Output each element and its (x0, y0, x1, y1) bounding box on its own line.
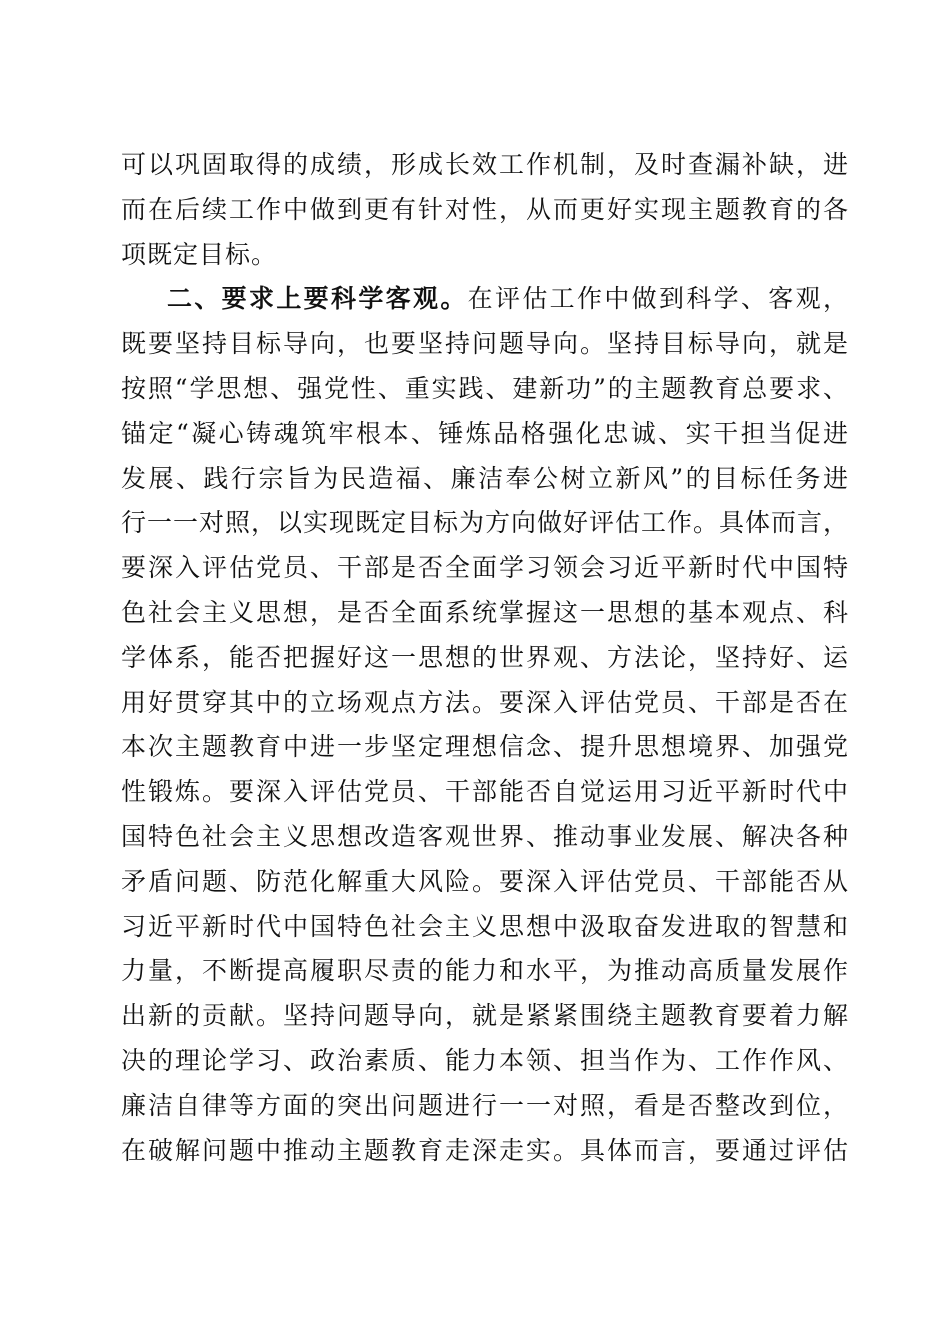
text-line: 色社会主义思想，是否全面系统掌握这一思想的基本观点、科 (121, 597, 849, 627)
document-body (121, 143, 849, 1173)
text-line: 国特色社会主义思想改造客观世界、推动事业发展、解决各种 (121, 821, 849, 851)
text-line: 可以巩固取得的成绩，形成长效工作机制，及时查漏补缺，进 (121, 150, 849, 179)
text-line: 性锻炼。要深入评估党员、干部能否自觉运用习近平新时代中 (121, 777, 849, 807)
text-line: 学体系，能否把握好这一思想的世界观、方法论，坚持好、运 (121, 642, 849, 672)
text-line: 用好贯穿其中的立场观点方法。要深入评估党员、干部是否在 (121, 687, 849, 717)
text-line: 廉洁自律等方面的突出问题进行一一对照，看是否整改到位， (121, 1090, 849, 1120)
text-line: 行一一对照，以实现既定目标为方向做好评估工作。具体而言， (121, 508, 850, 538)
text-line: 而在后续工作中做到更有针对性，从而更好实现主题教育的各 (121, 194, 849, 224)
text-line: 要深入评估党员、干部是否全面学习领会习近平新时代中国特 (121, 553, 849, 583)
text-line: 在破解问题中推动主题教育走深走实。具体而言，要通过评估 (121, 1135, 849, 1165)
text-line: 矛盾问题、防范化解重大风险。要深入评估党员、干部能否从 (121, 866, 849, 896)
heading-line-rest: 在评估工作中做到科学、客观， (467, 284, 849, 314)
text-line: 本次主题教育中进一步坚定理想信念、提升思想境界、加强党 (121, 732, 849, 762)
text-line: 力量，不断提高履职尽责的能力和水平，为推动高质量发展作 (121, 956, 849, 986)
text-line: 项既定目标。 (121, 239, 278, 269)
paragraph-1 (121, 143, 849, 277)
text-line: 习近平新时代中国特色社会主义思想中汲取奋发进取的智慧和 (121, 911, 849, 941)
text-line: 按照“学思想、强党性、重实践、建新功”的主题教育总要求、 (121, 373, 849, 403)
text-line: 发展、践行宗旨为民造福、廉洁奉公树立新风”的目标任务进 (121, 463, 849, 493)
text-line: 决的理论学习、政治素质、能力本领、担当作为、工作作风、 (121, 1045, 849, 1075)
text-line: 既要坚持目标导向，也要坚持问题导向。坚持目标导向，就是 (121, 329, 849, 359)
paragraph-2 (121, 277, 849, 1173)
section-heading: 二、要求上要科学客观。 (167, 284, 468, 314)
text-line: 锚定“凝心铸魂筑牢根本、锤炼品格强化忠诚、实干担当促进 (121, 418, 849, 448)
text-line: 出新的贡献。坚持问题导向，就是紧紧围绕主题教育要着力解 (121, 1001, 849, 1031)
heading-line (121, 277, 849, 322)
